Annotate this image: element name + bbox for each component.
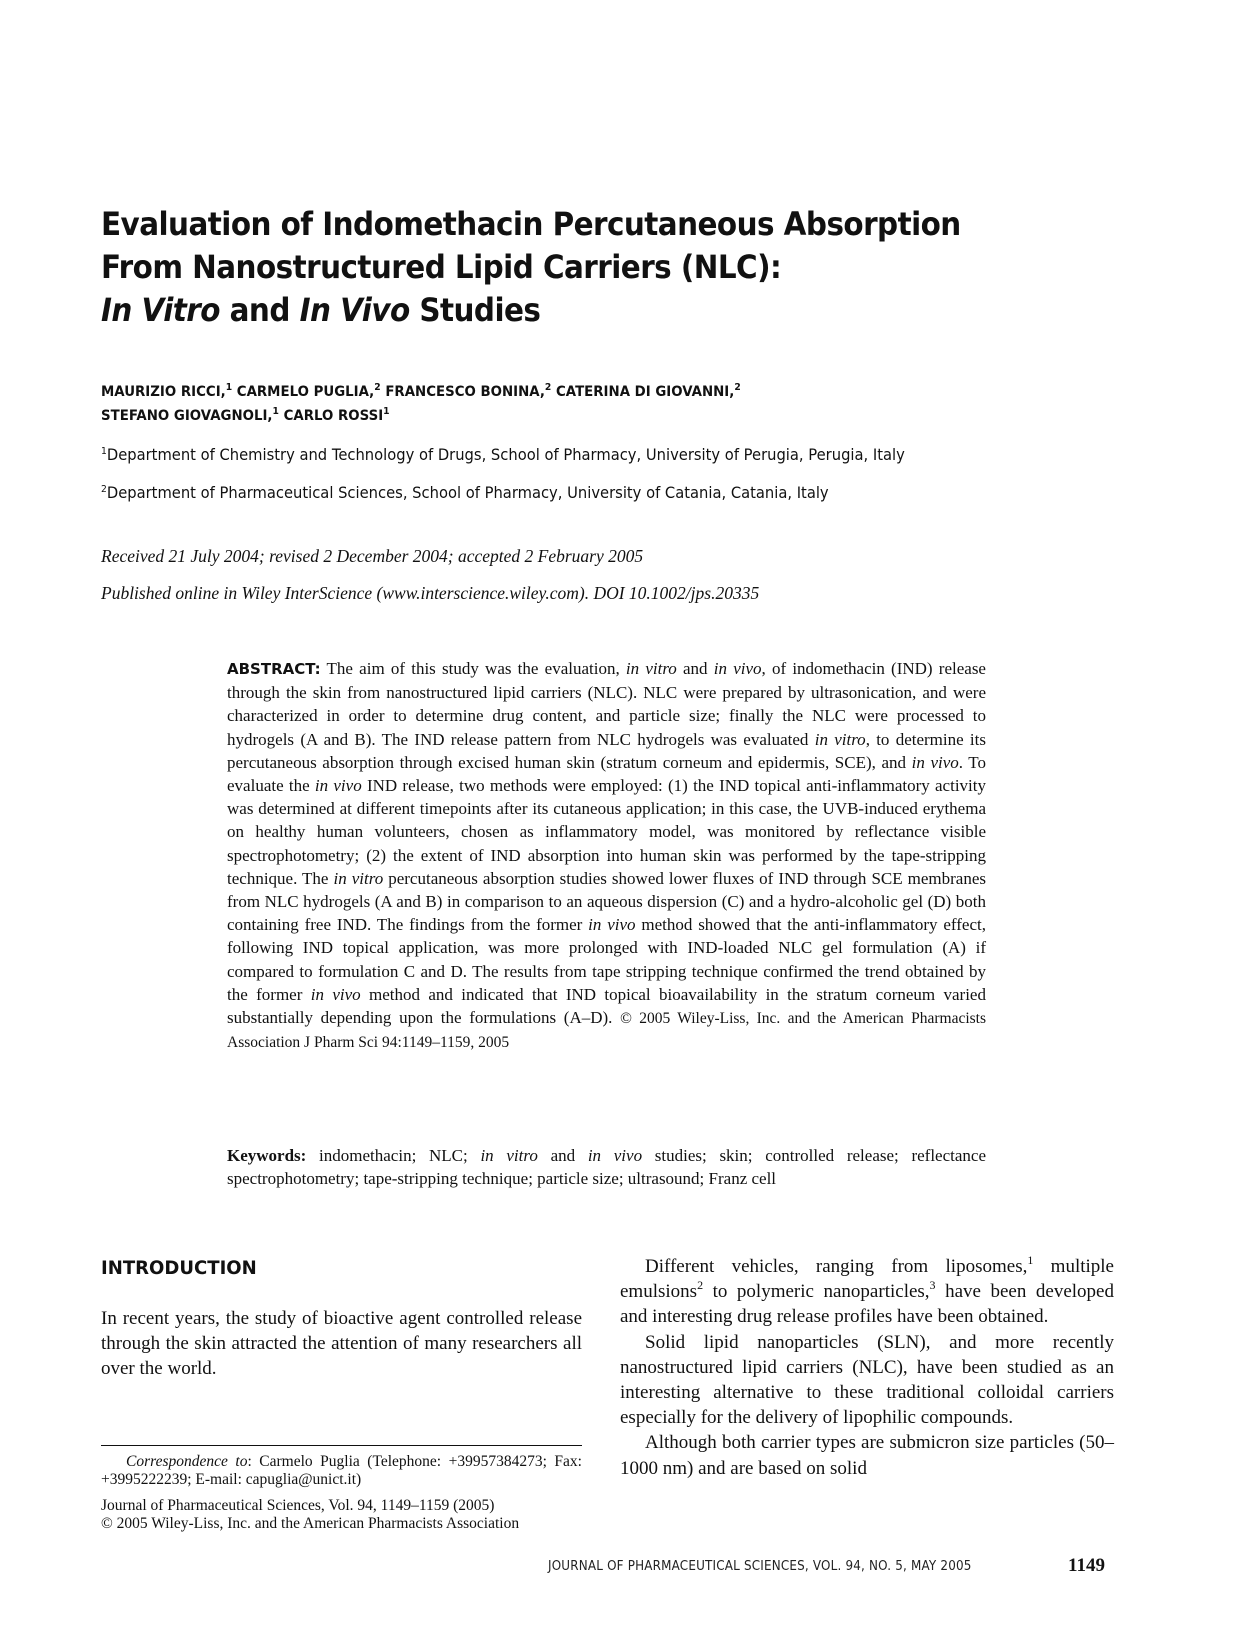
- page-number: 1149: [1068, 1555, 1105, 1576]
- abstract-copyright: © 2005 Wiley-Liss, Inc. and the American Pharmacists Association J Pharm Sci 94:1149–1159, 2005: [227, 1010, 986, 1052]
- author: CARLO ROSSI: [283, 408, 384, 424]
- affiliation-2: $^2$Department of Pharmaceutical Sciences, School of Pharmacy, University of Catania, Catania, Italy: [101, 483, 829, 502]
- title-line-2: From Nanostructured Lipid Carriers (NLC):: [101, 248, 782, 286]
- citation-ref[interactable]: 2: [697, 1278, 704, 1293]
- title-line-1: Evaluation of Indomethacin Percutaneous Absorption: [101, 205, 961, 243]
- keywords-list: indomethacin; NLC; in vitro and in vivo studies; skin; controlled release; reflectance spectrophotometry; tape-stripping technique; particle size; ultrasound; Franz cell: [227, 1146, 986, 1189]
- footnote-divider: [101, 1445, 582, 1446]
- author: FRANCESCO BONINA,: [385, 384, 545, 400]
- intro-paragraph: Different vehicles, ranging from liposomes,$^1$ multiple emulsions$^2$ to polymeric nanoparticles,$^3$ have been developed and interesting drug release profiles have been obtained.: [620, 1253, 1114, 1328]
- intro-paragraph: Although both carrier types are submicron size particles (50–1000 nm) and are based on solid: [620, 1432, 1114, 1479]
- running-footer: JOURNAL OF PHARMACEUTICAL SCIENCES, VOL. 94, NO. 5, MAY 2005: [548, 1559, 972, 1574]
- article-title: [101, 203, 1021, 332]
- correspondence-note: Correspondence to: Carmelo Puglia (Telephone: +39957384273; Fax: +3995222239; E-mail: capuglia@unict.it): [101, 1453, 582, 1488]
- intro-right-column: [620, 1254, 1114, 1481]
- keywords: [227, 1144, 986, 1190]
- intro-paragraph: Solid lipid nanoparticles (SLN), and more recently nanostructured lipid carriers (NLC), have been studied as an interesting alternative to these traditional colloidal carriers especially for the delivery of lipophilic compounds.: [620, 1331, 1114, 1429]
- author: CATERINA DI GIOVANNI,: [555, 384, 735, 400]
- intro-paragraph: In recent years, the study of bioactive agent controlled release through the skin attracted the attention of many researchers all over the world.: [101, 1308, 582, 1380]
- author-list: MAURIZIO RICCI,$^1$ CARMELO PUGLIA,$^2$ FRANCESCO BONINA,$^2$ CATERINA DI GIOVANNI,$^2$ STEFANO GIOVAGNOLI,$^1$ CARLO ROSSI$^1$: [101, 382, 741, 424]
- received-dates: Received 21 July 2004; revised 2 December 2004; accepted 2 February 2005: [101, 546, 644, 566]
- author: CARMELO PUGLIA,: [236, 384, 375, 400]
- footnote: [101, 1453, 582, 1533]
- abstract-label: ABSTRACT:: [227, 660, 321, 678]
- keywords-label: Keywords:: [227, 1146, 307, 1165]
- abstract: [227, 657, 986, 1054]
- citation-ref[interactable]: 1: [1027, 1253, 1034, 1267]
- affiliation-1: $^1$Department of Chemistry and Technology of Drugs, School of Pharmacy, University of Perugia, Perugia, Italy: [101, 445, 905, 464]
- section-heading-introduction: INTRODUCTION: [101, 1257, 257, 1279]
- citation-ref[interactable]: 3: [929, 1278, 936, 1293]
- published-online-doi: Published online in Wiley InterScience (www.interscience.wiley.com). DOI 10.1002/jps.20335: [101, 583, 760, 603]
- intro-left-column: [101, 1306, 582, 1382]
- journal-citation: Journal of Pharmaceutical Sciences, Vol. 94, 1149–1159 (2005) © 2005 Wiley-Liss, Inc. and the American Pharmacists Association: [101, 1497, 520, 1532]
- author: STEFANO GIOVAGNOLI,: [101, 408, 273, 424]
- abstract-body: The aim of this study was the evaluation, in vitro and in vivo, of indomethacin (IND) release through the skin from nanostructured lipid carriers (NLC). NLC were prepared by ultrasonication, and were characterized in order to determine drug content, and particle size; finally the NLC were processed to hydrogels (A and B). The IND release pattern from NLC hydrogels was evaluated in vitro, to determine its percutaneous absorption through excised human skin (stratum corneum and epidermis, SCE), and in vivo. To evaluate the in vivo IND release, two methods were employed: (1) the IND topical anti-inflammatory activity was determined at different timepoints after its cutaneous application; in this case, the UVB-induced erythema on healthy human volunteers, chosen as inflammatory model, was monitored by reflectance visible spectrophotometry; (2) the extent of IND absorption into human skin was performed by the tape-stripping technique. The in vitro percutaneous absorption studies showed lower fluxes of IND through SCE membranes from NLC hydrogels (A and B) in comparison to an aqueous dispersion (C) and a hydro-alcoholic gel (D) both containing free IND. The findings from the former in vivo method showed that the anti-inflammatory effect, following IND topical application, was more prolonged with IND-loaded NLC gel formulation (A) if compared to formulation C and D. The results from tape stripping technique confirmed the trend obtained by the former in vivo method and indicated that IND topical bioavailability in the stratum corneum varied substantially depending upon the formulations (A–D).: [227, 659, 986, 1028]
- author: MAURIZIO RICCI,: [101, 384, 226, 400]
- title-line-3: In Vitro and In Vivo Studies: [101, 291, 541, 329]
